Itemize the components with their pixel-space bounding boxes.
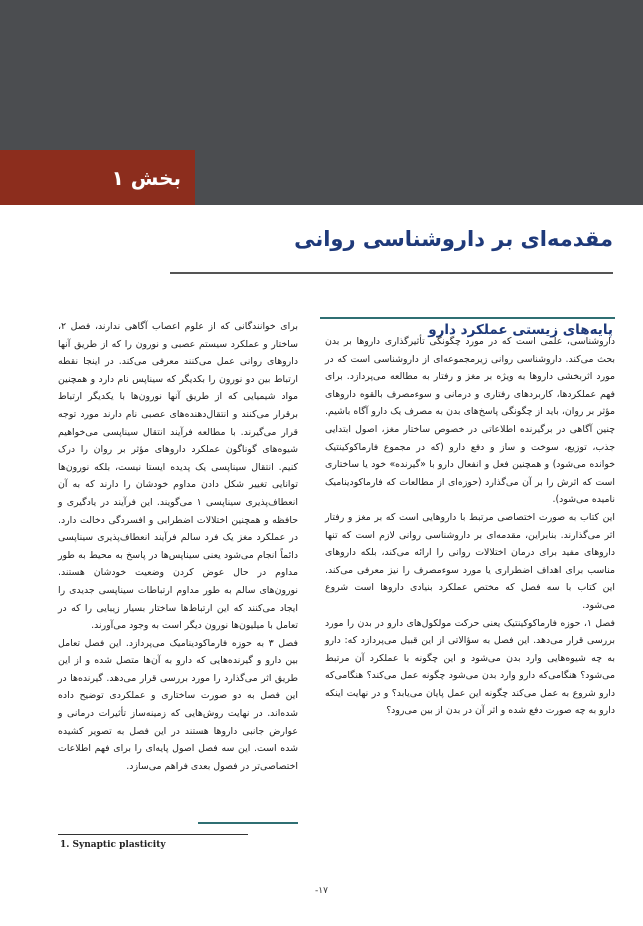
heading-accent-rule: [320, 317, 615, 319]
chapter-title: مقدمه‌ای بر داروشناسی روانی: [294, 227, 613, 251]
title-divider: [170, 272, 613, 274]
column-accent-rule: [198, 822, 298, 824]
paragraph: داروشناسی، علمی است که در مورد چگونگی تأثیرگذاری داروها بر بدن بحث می‌کند. داروشناسی روانی زیرمجموعه‌ای از داروشناسی است که در مورد اثربخشی داروها به ویژه بر مغز و رفتار به مطالعه می‌پردازد. برای فهم عملکردها، کاربردهای رفتاری و درمانی و سوءمصرف بالقوه داروهای مؤثر بر روان، باید از چگونگی پاسخ‌های بدن به مصرف یک دارو آگاه باشیم. چنین آگاهی در برگیرنده اطلاعاتی در خصوص ساختار مغز، اصول ابتدایی جذب، توزیع، سوخت و ساز و دفع دارو (که در مجموع فارماکوکینتیک خوانده می‌شود) و همچنین فعل و انفعال دارو با «گیرنده» خود یا ساختاری است که اثرش را بر آن می‌گذارد (حوزه‌ای از مطالعات که فارماکودینامیک نامیده می‌شود).: [325, 336, 615, 506]
left-column: [58, 318, 298, 775]
header-band: [0, 0, 643, 150]
section-label: بخش ۱: [0, 150, 195, 205]
paragraph: این کتاب به صورت اختصاصی مرتبط با داروهایی است که بر مغز و رفتار اثر می‌گذارند. بنابراین، مقدمه‌ای بر داروشناسی روانی لازم است که تنها داروهای مفید برای درمان اختلالات روانی را ارائه می‌کند، بلکه داروهای مناسب برای اهداف اضطراری یا مورد سوءمصرف را نیز معرفی می‌کند. این کتاب با سه فصل که مختص عملکرد بنیادی داروها است شروع می‌شود.: [325, 511, 615, 611]
footnote-divider: [58, 834, 248, 835]
paragraph: فصل ۱، حوزه فارماکوکینتیک یعنی حرکت مولکول‌های دارو در بدن را مورد بررسی قرار می‌دهد. این فصل به سؤالاتی از این قبیل می‌پردازد که: دارو به چه شیوه‌هایی وارد بدن می‌شود و این چگونه با عملکرد آن مرتبط می‌شود؟ هنگامی‌که دارو وارد بدن می‌شود چگونه عمل می‌کند؟ هنگامی‌که دارو شروع به عمل می‌کند چگونه این عمل پایان می‌یابد؟ و در نهایت اینکه دارو به چه صورت دفع شده و اثر آن در بدن از بین می‌رود؟: [325, 617, 615, 717]
section-heading: پایه‌های زیستی عملکرد دارو: [428, 322, 613, 338]
right-column: [325, 333, 615, 720]
footnote: 1. Synaptic plasticity: [60, 840, 166, 850]
paragraph: برای خوانندگانی که از علوم اعصاب آگاهی ندارند، فصل ۲، ساختار و عملکرد سیستم عصبی و نورون را که از طریق آنها داروهای روانی عمل می‌کنند معرفی می‌کند. در اینجا نقطه ارتباط بین دو نورون را بکدیگر که سیناپس نام دارد و همچنین مواد شیمیایی که از طریق آنها نورون‌ها با یکدیگر ارتباط برقرار می‌کنند و انتقال‌دهنده‌های عصبی نام دارند مورد توجه قرار می‌گیرند. با مطالعه فرآیند انتقال سیناپسی می‌خواهیم شیوه‌های گوناگون عملکرد داروهای مؤثر بر روان را درک کنیم. انتقال سیناپسی یک پدیده ایستا نیست، بلکه نورون‌ها توانایی تغییر شکل دادن مداوم خودشان را دارند که به آن انعطاف‌پذیری سیناپسی ۱ می‌گویند. این فرآیند در یادگیری و حافظه و همچنین اختلالات اضطرابی و افسردگی دخالت دارد. در عملکرد مغز یک فرد سالم فرآیند انعطاف‌پذیری سیناپسی دائماً انجام می‌شود یعنی سیناپس‌ها در پاسخ به محیط به طور مداوم در حال عوض کردن وضعیت خودشان هستند. نورون‌های سالم به طور مداوم ارتباطات سیناپسی جدیدی را ایجاد می‌کنند که این ارتباط‌ها ساختار بسیار زیبایی را که در تعامل با میلیون‌ها نورون دیگر است به وجود می‌آورند.: [58, 321, 298, 632]
page-number: ۱۷-: [315, 886, 328, 896]
paragraph: فصل ۳ به حوزه فارماکودینامیک می‌پردازد. این فصل تعامل بین دارو و گیرنده‌هایی که دارو به آن‌ها متصل شده و از این طریق اثر می‌گذارد را مورد بررسی قرار می‌دهد. گیرنده‌ها در این فصل به دو صورت ساختاری و عملکردی توضیح داده شده‌اند. در نهایت روش‌هایی که زمینه‌ساز تأثیرات درمانی و عوارض جانبی داروها هستند در این فصل به تصویر کشیده شده است. این سه فصل اصول پایه‌ای را برای فهم اطلاعات اختصاصی‌تر در فصول بعدی فراهم می‌سازد.: [58, 637, 298, 772]
section-band: [195, 150, 643, 205]
